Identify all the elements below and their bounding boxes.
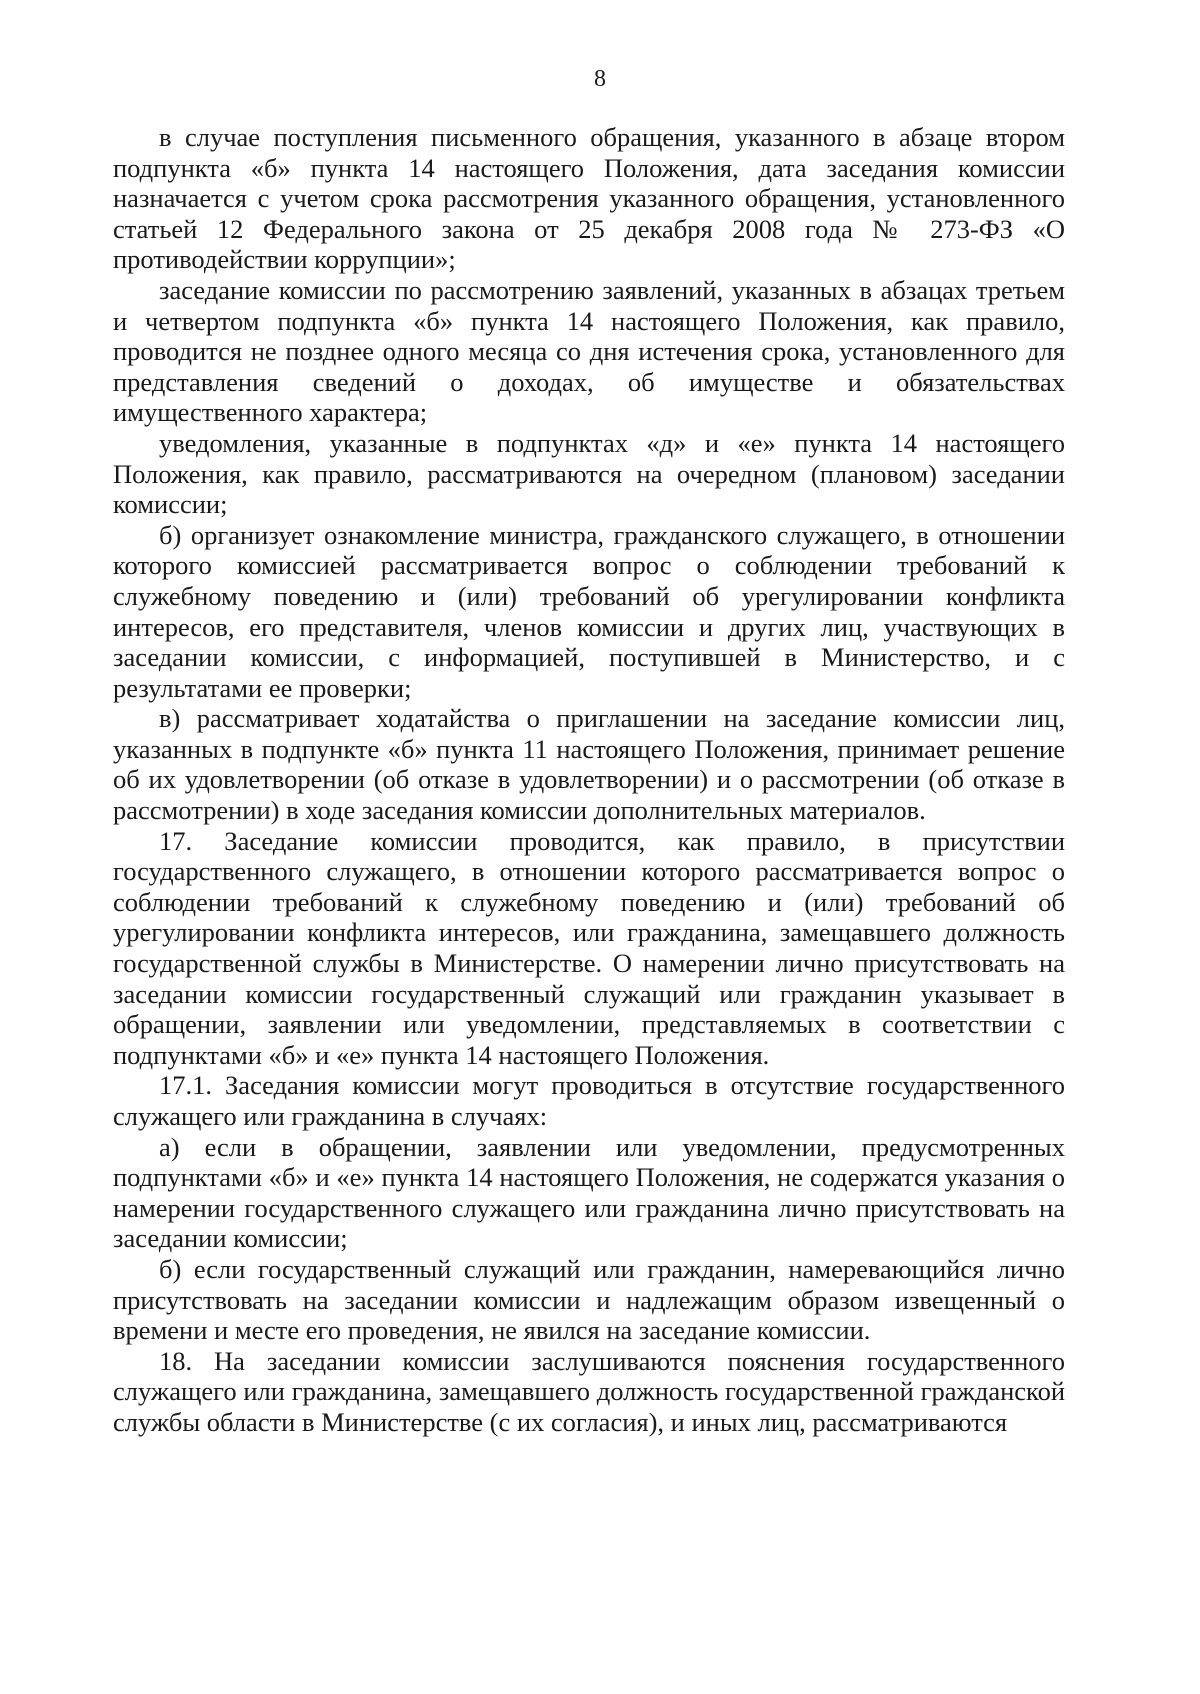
- paragraph-consideration-date: в случае поступления письменного обращения, указанного в абзаце втором подпункта «б» пункта 14 настоящего Положения, дата заседания комиссии назначается с учетом срока рассмотрения указанного обращения, установленного статьей 12 Федерального закона от 25 декабря 2008 года № 273-ФЗ «О противодействии коррупции»;: [113, 122, 1065, 275]
- paragraph-17-1-item-b: б) если государственный служащий или гражданин, намеревающийся лично присутствовать на заседании комиссии и надлежащим образом извещенный о времени и месте его проведения, не явился на заседание комиссии.: [113, 1253, 1065, 1346]
- document-body: [113, 122, 1065, 1438]
- paragraph-income-statements-meeting: заседание комиссии по рассмотрению заявлений, указанных в абзацах третьем и четвертом подпункта «б» пункта 14 настоящего Положения, как правило, проводится не позднее одного месяца со дня истечения срока, установленного для представления сведений о доходах, об имуществе и обязательствах имущественного характера;: [113, 274, 1065, 428]
- paragraph-item-v-petitions: в) рассматривает ходатайства о приглашении на заседание комиссии лиц, указанных в подпункте «б» пункта 11 настоящего Положения, принимает решение об их удовлетворении (об отказе в удовлетворении) и о рассмотрении (об отказе в рассмотрении) в ходе заседания комиссии дополнительных материалов.: [113, 703, 1065, 826]
- paragraph-section-17-1: 17.1. Заседания комиссии могут проводиться в отсутствие государственного служащего или гражданина в случаях:: [113, 1070, 1065, 1131]
- page-number: 8: [594, 66, 606, 92]
- paragraph-section-18: 18. На заседании комиссии заслушиваются пояснения государственного служащего или гражданина, замещавшего должность государственной гражданской службы области в Министерстве (с их согласия), и иных лиц, рассматриваются: [113, 1345, 1065, 1437]
- paragraph-section-17: 17. Заседание комиссии проводится, как правило, в присутствии государственного служащего, в отношении которого рассматривается вопрос о соблюдении требований к служебному поведению и (или) требований об урегулировании конфликта интересов, или гражданина, замещавшего должность государственной службы в Министерстве. О намерении лично присутствовать на заседании комиссии государственный служащий или гражданин указывает в обращении, заявлении или уведомлении, представляемых в соответствии с подпунктами «б» и «е» пункта 14 настоящего Положения.: [113, 825, 1065, 1070]
- paragraph-17-1-item-a: а) если в обращении, заявлении или уведомлении, предусмотренных подпунктами «б» и «е» пункта 14 настоящего Положения, не содержатся указания о намерении государственного служащего или гражданина лично присутствовать на заседании комиссии;: [113, 1131, 1065, 1254]
- paragraph-notifications-meeting: уведомления, указанные в подпунктах «д» и «е» пункта 14 настоящего Положения, как правило, рассматриваются на очередном (плановом) заседании комиссии;: [113, 427, 1065, 520]
- paragraph-item-b-familiarization: б) организует ознакомление министра, гражданского служащего, в отношении которого комиссией рассматривается вопрос о соблюдении требований к служебному поведению и (или) требований об урегулировании конфликта интересов, его представителя, членов комиссии и других лиц, участвующих в заседании комиссии, с информацией, поступившей в Министерство, и с результатами ее проверки;: [113, 519, 1065, 703]
